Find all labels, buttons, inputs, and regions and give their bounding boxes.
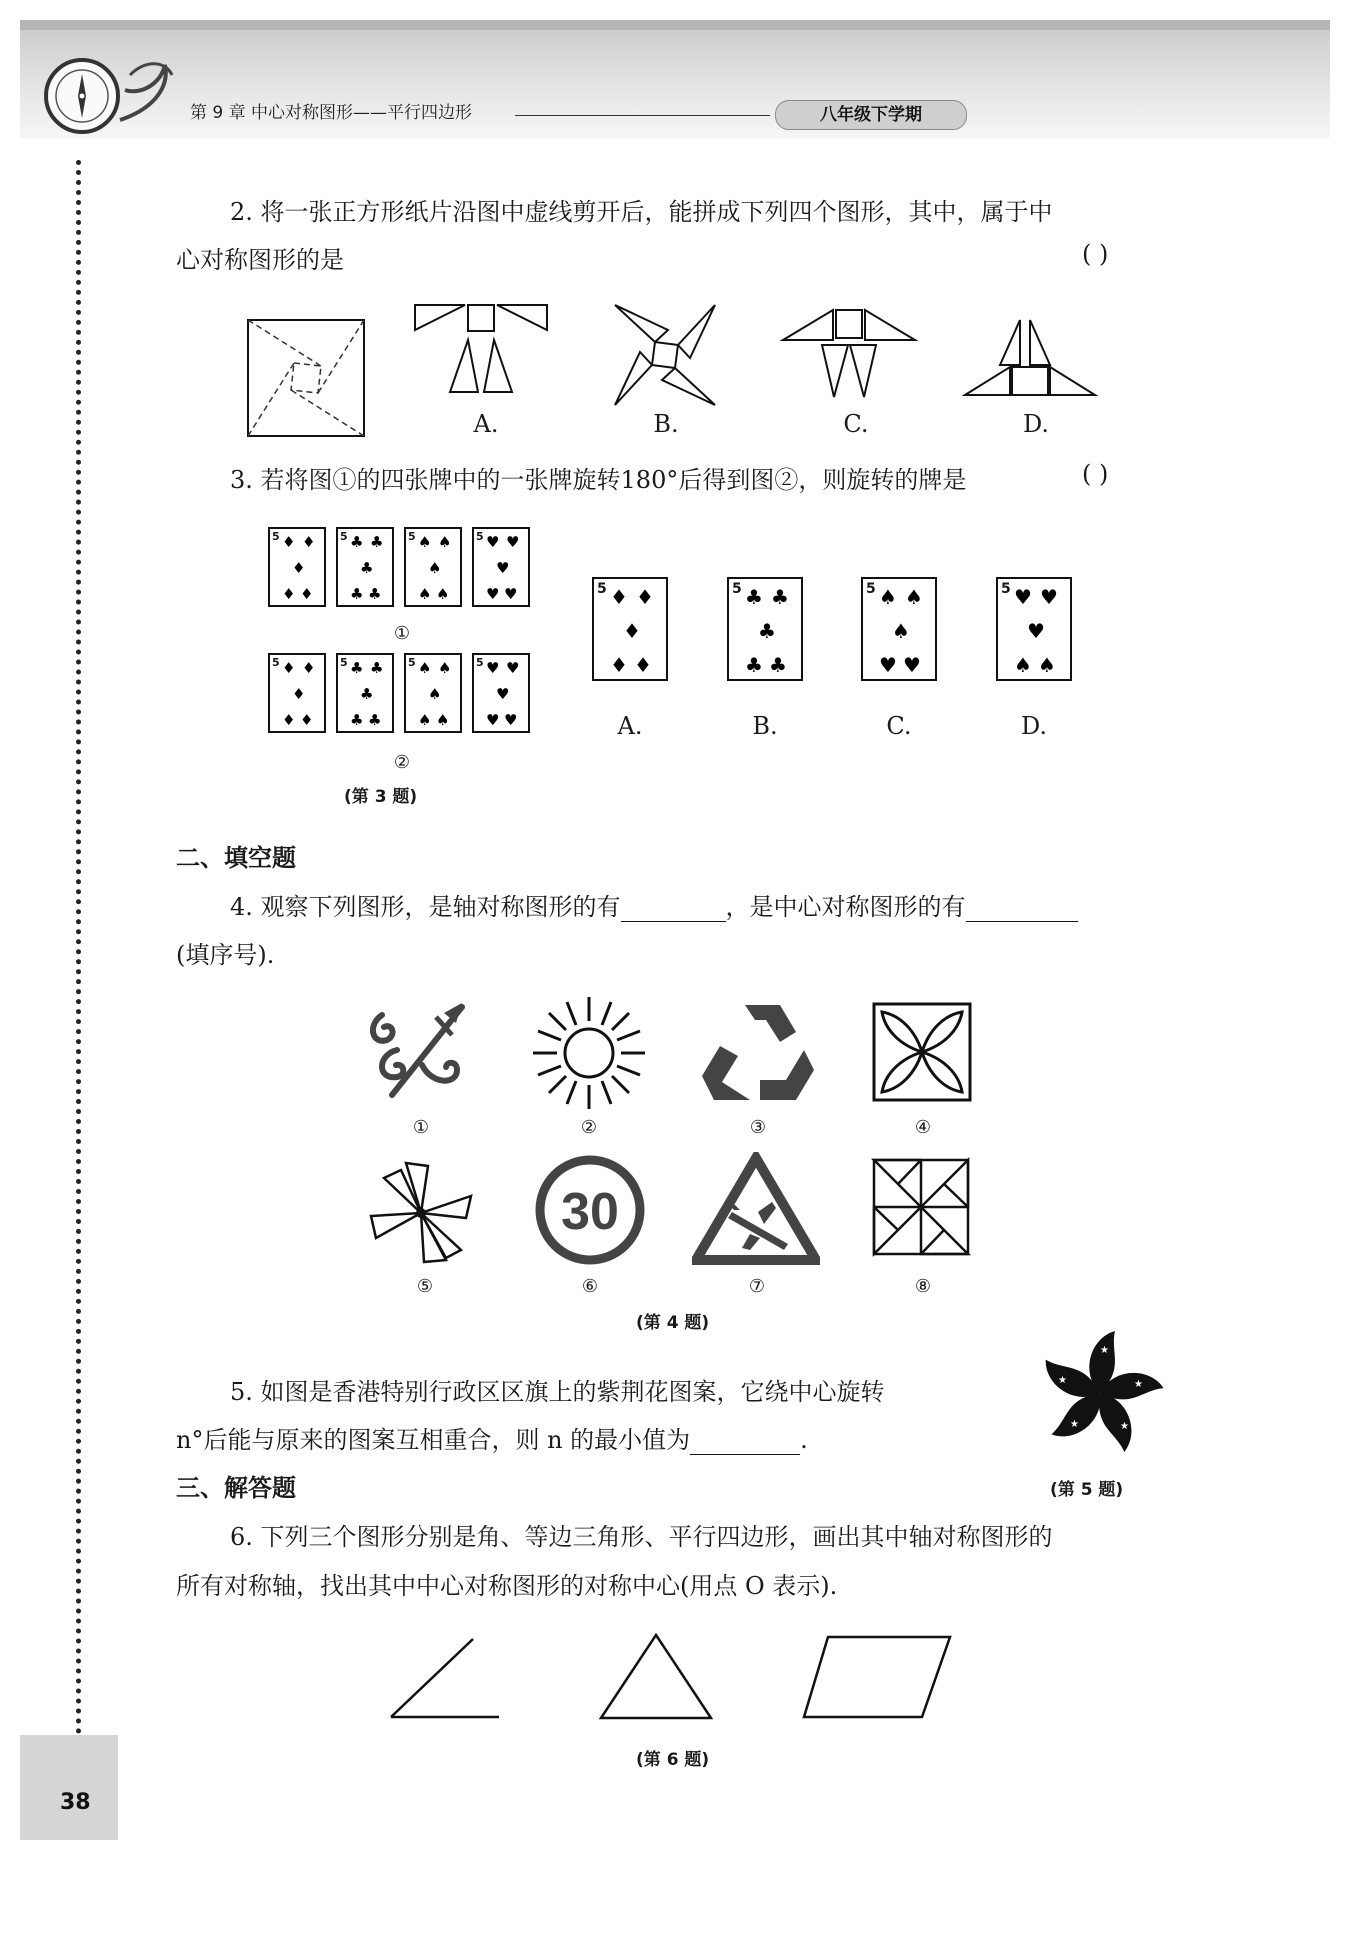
- fig2-label: ②: [393, 752, 411, 773]
- q6-caption: (第 6 题): [636, 1750, 710, 1770]
- q2-option-b-figure: [610, 300, 720, 410]
- q4-label-5: ⑤: [416, 1276, 434, 1297]
- q4-fig2-sun: [530, 995, 648, 1111]
- q4-fig3-recycle: [700, 1000, 816, 1104]
- q5-bauhinia-flower: [1030, 1325, 1170, 1463]
- q2-option-d-label[interactable]: D.: [1022, 410, 1049, 438]
- q4-caption: (第 4 题): [636, 1313, 710, 1333]
- fig1-card-diamonds: 5 ♦ ♦ ♦ ♦ ♦: [268, 527, 326, 607]
- q3-option-d-label[interactable]: D.: [1020, 712, 1047, 740]
- q3-option-d-card[interactable]: 5 ♥ ♥ ♥ ♠ ♠: [996, 577, 1072, 681]
- fig1-card-hearts: 5 ♥ ♥ ♥ ♥ ♥: [472, 527, 530, 607]
- q2-option-c-figure: [778, 305, 918, 400]
- q4-fig6-speed-limit-sign: [533, 1153, 647, 1267]
- q4-label-7: ⑦: [748, 1276, 766, 1297]
- q4-blank-axis[interactable]: [621, 893, 726, 922]
- q4-label-8: ⑧: [914, 1276, 932, 1297]
- q4-fig7-airplane-warning: [692, 1152, 820, 1266]
- svg-text:★: ★: [1120, 1421, 1129, 1432]
- speed-limit-text: 30: [561, 1183, 619, 1241]
- q6-line2: 所有对称轴，找出其中中心对称图形的对称中心(用点 O 表示).: [176, 1572, 838, 1600]
- q6-angle-figure: [385, 1635, 505, 1723]
- q3-caption: (第 3 题): [344, 787, 418, 807]
- svg-text:★: ★: [1058, 1375, 1067, 1386]
- q4-label-4: ④: [914, 1117, 932, 1138]
- swirl-decoration-icon: [110, 50, 180, 130]
- grade-badge: 八年级下学期: [775, 100, 967, 130]
- page-number-box: [20, 1735, 118, 1840]
- header-rule: [515, 115, 770, 116]
- svg-text:★: ★: [1070, 1419, 1079, 1430]
- q3-option-b-label[interactable]: B.: [752, 712, 778, 740]
- q3-option-c-card[interactable]: 5 ♠ ♠ ♠ ♥ ♥: [861, 577, 937, 681]
- q5-caption: (第 5 题): [1050, 1480, 1124, 1500]
- page-number: 38: [60, 1790, 91, 1815]
- fig2-card-diamonds: 5 ♦ ♦ ♦ ♦ ♦: [268, 653, 326, 733]
- q4-fig4-square-flower: [870, 1000, 974, 1104]
- fig2-card-clubs: 5 ♣ ♣ ♣ ♣ ♣: [336, 653, 394, 733]
- q5-blank[interactable]: [690, 1426, 800, 1455]
- q4-line1: 4. 观察下列图形，是轴对称图形的有 ，是中心对称图形的有: [230, 887, 1078, 922]
- q4-fig1-ornament-arrow: [362, 995, 474, 1105]
- q5-line1: 5. 如图是香港特别行政区区旗上的紫荆花图案，它绕中心旋转: [230, 1378, 885, 1406]
- q4-label-6: ⑥: [581, 1276, 599, 1297]
- q2-option-d-figure: [960, 315, 1100, 400]
- fig2-card-spades: 5 ♠ ♠ ♠ ♠ ♠: [404, 653, 462, 733]
- q2-option-b-label[interactable]: B.: [653, 410, 679, 438]
- q2-option-c-label[interactable]: C.: [843, 410, 869, 438]
- q5-line2: n°后能与原来的图案互相重合，则 n 的最小值为 .: [176, 1426, 808, 1454]
- q6-parallelogram-figure: [800, 1632, 955, 1722]
- compass-clock-icon: [44, 58, 120, 134]
- q2-option-a-label[interactable]: A.: [473, 410, 499, 438]
- q2-option-a-figure: [410, 300, 550, 400]
- q2-answer-paren: ( ): [1082, 240, 1109, 268]
- q4-fig8-pinwheel: [870, 1156, 974, 1260]
- fig1-card-spades: 5 ♠ ♠ ♠ ♠ ♠: [404, 527, 462, 607]
- q4-blank-center[interactable]: [966, 893, 1078, 922]
- chapter-title: 第 9 章 中心对称图形——平行四边形: [190, 103, 473, 123]
- q2-line2: 心对称图形的是: [176, 246, 344, 274]
- q3-text: 3. 若将图①的四张牌中的一张牌旋转180°后得到图②，则旋转的牌是: [230, 466, 967, 494]
- section-fill-in-heading: 二、填空题: [176, 844, 296, 872]
- q6-line1: 6. 下列三个图形分别是角、等边三角形、平行四边形，画出其中轴对称图形的: [230, 1523, 1053, 1551]
- q2-square-paper-figure: [246, 318, 368, 438]
- section-answer-heading: 三、解答题: [176, 1474, 296, 1502]
- q3-option-a-label[interactable]: A.: [617, 712, 643, 740]
- q4-label-2: ②: [580, 1117, 598, 1138]
- dotted-margin: [76, 160, 81, 1735]
- fig1-card-clubs: 5 ♣ ♣ ♣ ♣ ♣: [336, 527, 394, 607]
- q3-answer-paren: ( ): [1082, 460, 1109, 488]
- q3-option-a-card[interactable]: 5 ♦ ♦ ♦ ♦ ♦: [592, 577, 668, 681]
- fig1-label: ①: [393, 623, 411, 644]
- fig2-card-hearts: 5 ♥ ♥ ♥ ♥ ♥: [472, 653, 530, 733]
- q4-label-3: ③: [749, 1117, 767, 1138]
- q3-option-b-card[interactable]: 5 ♣ ♣ ♣ ♣ ♣: [727, 577, 803, 681]
- q6-equilateral-triangle-figure: [595, 1630, 717, 1724]
- svg-text:★: ★: [1134, 1379, 1143, 1390]
- q2-line1: 2. 将一张正方形纸片沿图中虚线剪开后，能拼成下列四个图形，其中，属于中: [230, 198, 1053, 226]
- q3-option-c-label[interactable]: C.: [886, 712, 912, 740]
- svg-text:★: ★: [1100, 1345, 1109, 1356]
- q4-fig5-pinwheel-star: [366, 1158, 480, 1268]
- q4-label-1: ①: [412, 1117, 430, 1138]
- q4-line2: (填序号).: [176, 941, 275, 969]
